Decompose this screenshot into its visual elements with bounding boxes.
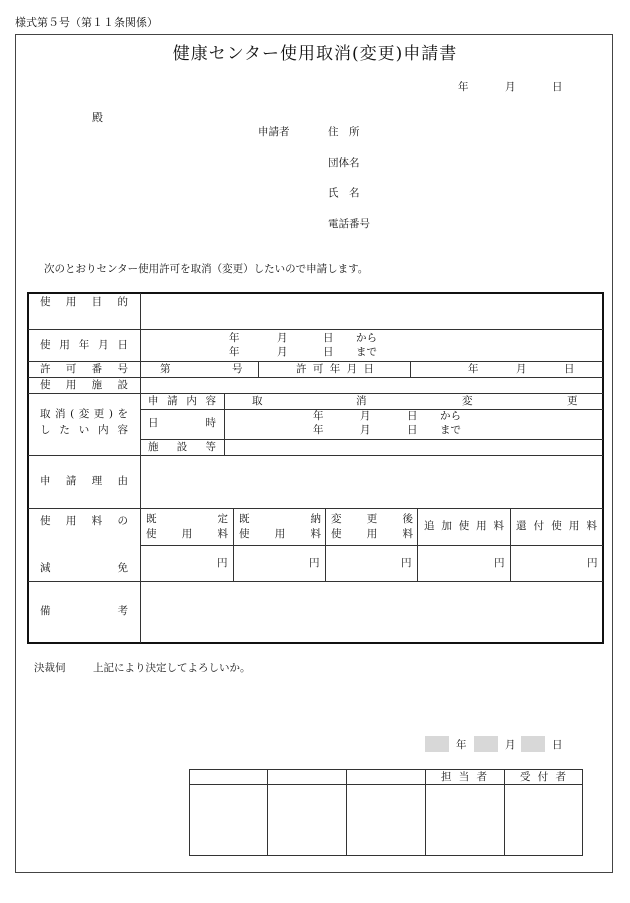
permit-no-prefix: 第 (160, 363, 171, 375)
to-month: 月 (277, 346, 288, 358)
change-char-2: 更 (567, 395, 578, 407)
fee-col-5: 還 付 使 用 料 (516, 520, 597, 532)
yen-1: 円 (217, 557, 228, 569)
cancel-char-1: 取 (252, 395, 263, 407)
date-month: 月 (505, 81, 516, 93)
yen-3: 円 (401, 557, 412, 569)
decision-year: 年 (456, 739, 467, 751)
fee-col-2-l1: 既 納 (239, 513, 321, 525)
fee-col-3-l1: 変 更 後 (331, 513, 413, 525)
yen-2: 円 (309, 557, 320, 569)
permit-year: 年 (468, 363, 479, 375)
label-permit-no: 許 可 番 号 (40, 363, 128, 375)
permit-date-label: 許 可 年 月 日 (296, 363, 374, 375)
reception-label: 受 付 者 (520, 771, 566, 783)
name-label: 氏 名 (328, 187, 360, 199)
from-month: 月 (277, 332, 288, 344)
decision-text: 上記により決定してよろしいか。 (93, 662, 251, 674)
date-day: 日 (552, 81, 563, 93)
label-use-date: 使 用 年 月 日 (40, 339, 128, 351)
datetime-label: 日 時 (148, 417, 216, 429)
label-exemption: 減 免 (40, 562, 128, 574)
to-year: 年 (229, 346, 240, 358)
label-facility: 使 用 施 設 (40, 379, 128, 391)
permit-no-suffix: 号 (232, 363, 243, 375)
address-label: 住 所 (328, 126, 360, 138)
permit-month: 月 (516, 363, 527, 375)
intro-text: 次のとおりセンター使用許可を取消（変更）したいので申請します。 (44, 263, 369, 275)
cc-from-month: 月 (360, 410, 371, 422)
form-number: 様式第５号（第１１条関係） (15, 16, 158, 29)
staff-label: 担 当 者 (441, 771, 487, 783)
cc-to-day: 日 (407, 424, 418, 436)
decision-label: 決裁伺 (34, 662, 66, 674)
cc-from-suffix: から (440, 410, 461, 422)
to-suffix: まで (356, 346, 377, 358)
organization-label: 団体名 (328, 157, 360, 169)
month-field[interactable] (474, 736, 498, 752)
label-reason: 申 請 理 由 (40, 475, 128, 487)
from-year: 年 (229, 332, 240, 344)
label-fee: 使 用 料 の (40, 515, 128, 527)
from-day: 日 (323, 332, 334, 344)
decision-day: 日 (552, 739, 563, 751)
to-day: 日 (323, 346, 334, 358)
cc-to-suffix: まで (440, 424, 461, 436)
label-remarks: 備 考 (40, 605, 128, 617)
cc-to-month: 月 (360, 424, 371, 436)
decision-month: 月 (505, 739, 516, 751)
label-wish-content: し た い 内 容 (40, 424, 128, 436)
addressee-suffix: 殿 (92, 111, 103, 124)
change-char-1: 変 (462, 395, 473, 407)
year-field[interactable] (425, 736, 449, 752)
label-cancel-change: 取 消 ( 変 更 ) を (40, 408, 128, 420)
label-purpose: 使 用 目 的 (40, 296, 128, 308)
yen-4: 円 (494, 557, 505, 569)
fee-col-1-l2: 使 用 料 (146, 528, 228, 540)
page-title: 健康センター使用取消(変更)申請書 (172, 44, 458, 64)
fee-col-1-l1: 既 定 (146, 513, 228, 525)
from-suffix: から (356, 332, 377, 344)
cc-from-year: 年 (313, 410, 324, 422)
fee-col-4: 追 加 使 用 料 (424, 520, 504, 532)
cancel-char-2: 消 (356, 395, 367, 407)
request-content-label: 申 請 内 容 (148, 395, 216, 407)
phone-label: 電話番号 (328, 218, 370, 230)
permit-day: 日 (564, 363, 575, 375)
cc-to-year: 年 (313, 424, 324, 436)
fee-col-2-l2: 使 用 料 (239, 528, 321, 540)
cc-from-day: 日 (407, 410, 418, 422)
facility-etc-label: 施 設 等 (148, 441, 216, 453)
applicant-label: 申請者 (258, 126, 290, 138)
date-year: 年 (458, 81, 469, 93)
day-field[interactable] (521, 736, 545, 752)
fee-col-3-l2: 使 用 料 (331, 528, 413, 540)
yen-5: 円 (587, 557, 598, 569)
